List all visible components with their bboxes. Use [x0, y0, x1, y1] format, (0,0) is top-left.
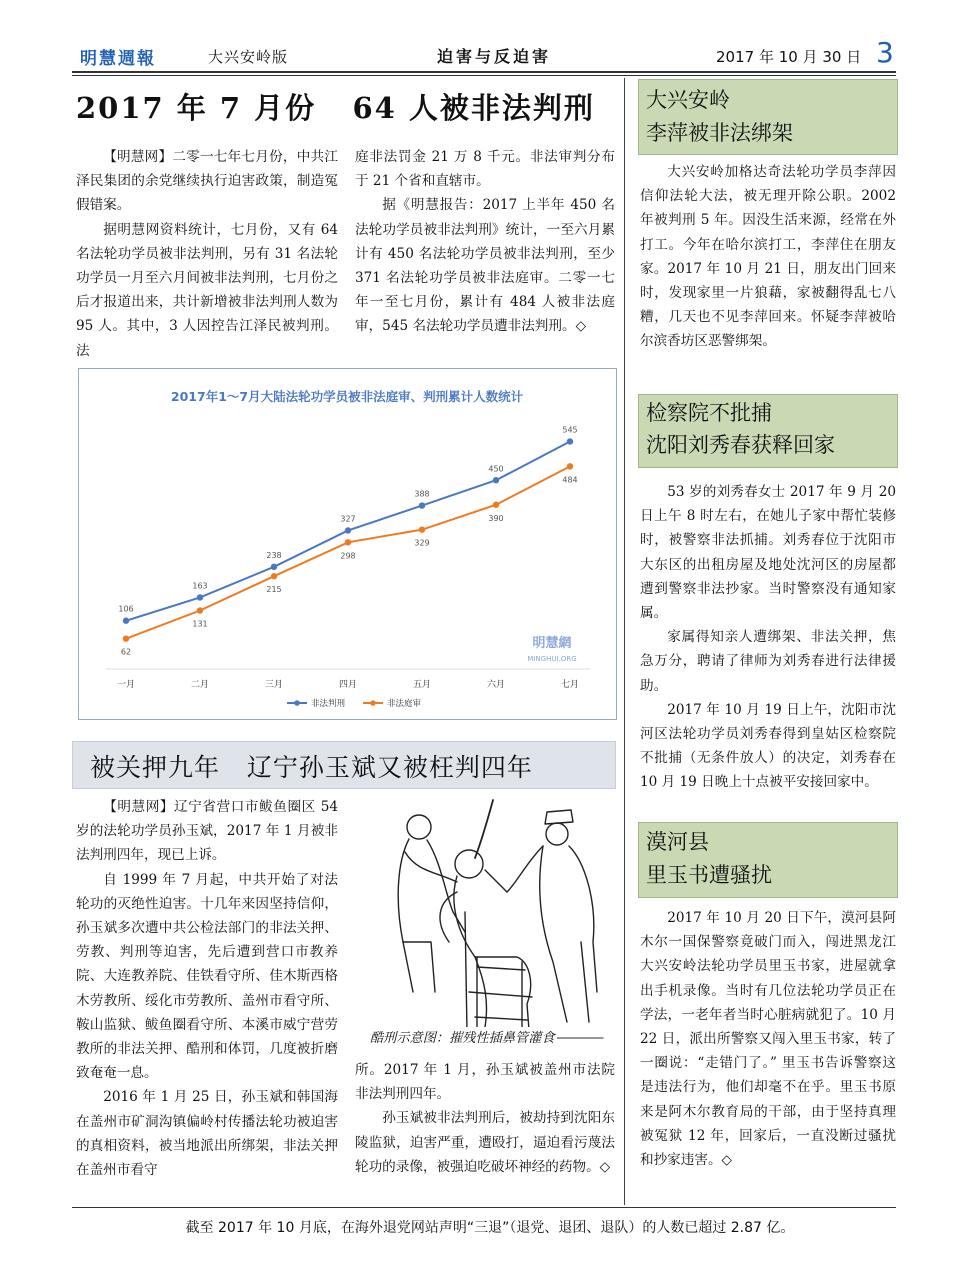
x-tick-label: 五月 — [412, 680, 432, 690]
data-point — [271, 573, 277, 579]
x-tick-label: 二月 — [190, 680, 210, 690]
paragraph: 2017 年 10 月 19 日上午，沈阳市沈河区法轮功学员刘秀春得到皇姑区检察院不批捕（无条件放人）的决定，刘秀春在 10 月 19 日晚上十点被平安接回家中。 — [640, 701, 896, 791]
sidebar-story3-title-line2: 里玉书遭骚扰 — [646, 863, 772, 887]
sidebar-story2-title-line1: 检察院不批捕 — [646, 401, 772, 425]
paragraph: 53 岁的刘秀春女士 2017 年 9 月 20 日上午 8 时左右，在她儿子家中帮忙装修时，被警察非法抓捕。刘秀春位于沈阳市大东区的出租房屋及地处沈河区的房屋都遭到警察非法抄家。当时警察没有通知家属。 — [640, 484, 896, 622]
paragraph: 自 1999 年 7 月起，中共开始了对法轮功的灭绝性迫害。十几年来因坚持信仰，孙玉斌多次遭中共公检法部门的非法关押、劳教、判刑等迫害，先后遭到营口市教养院、大连教养院、佳铁看守所、佳木斯西格木劳教所、绥化市劳教所、盖州市看守所、鞍山监狱、鲅鱼圈看守所、本溪市威宁营劳教所的非法关押、酷刑和体罚，几度被折磨致奄奄一息。 — [76, 871, 338, 1082]
header-rule-thin — [72, 75, 896, 76]
sidebar-story1-body — [640, 160, 896, 354]
data-label: 238 — [266, 550, 282, 560]
paragraph: 2017 年 10 月 20 日下午，漠河县阿木尔一国保警察竟破门而入，闯进黑龙江大兴安岭法轮功学员里玉书家，进屋就拿出手机录像。当时有几位法轮功学员正在学法，一老年者当时心脏病就犯了。10 月 22 日，派出所警察又闯入里玉书家，转了一圈说：“走错门了。” 里玉书告诉警察这是违法行为，他们却毫不在乎。里玉书原来是阿木尔教育局的干部，由于坚持真理被冤狱 12 年，回家后，一直没断过骚扰和抄家违害。◇ — [640, 910, 896, 1169]
data-point — [123, 618, 129, 624]
paragraph: 据《明慧报告：2017 上半年 450 名法轮功学员被非法判刑》统计，一至六月累计有 450 名法轮功学员被非法判刑，至少 371 名法轮功学员被非法庭审。二零一七年一至七月份，累计有 484 人被非法庭审，545 名法轮功学员遭非法判刑。◇ — [355, 197, 615, 335]
paragraph: 所。2017 年 1 月，孙玉斌被盖州市法院非法判刑四年。 — [355, 1062, 615, 1103]
sidebar-story3-body — [640, 906, 896, 1172]
main-article-col1 — [76, 145, 338, 363]
data-label: 298 — [340, 551, 356, 561]
section-title: 迫害与反迫害 — [437, 47, 552, 66]
paragraph: 庭非法罚金 21 万 8 千元。非法审判分布于 21 个省和直辖市。 — [355, 149, 615, 190]
masthead-logo: 明慧週報 — [80, 49, 156, 69]
torture-illustration — [357, 792, 613, 1054]
sidebar-story1-title-line2: 李萍被非法绑架 — [646, 121, 793, 145]
second-article-col2 — [355, 1058, 615, 1179]
data-point — [567, 463, 573, 469]
page-number: 3 — [876, 36, 894, 69]
second-article-col1 — [76, 795, 338, 1182]
legend-label: 非法庭审 — [387, 699, 422, 709]
watermark-logo: 明慧網 — [532, 636, 572, 651]
issue-date: 2017 年 10 月 30 日 — [716, 48, 862, 66]
data-label: 327 — [340, 514, 356, 524]
data-point — [123, 635, 129, 641]
main-article-title: 2017 年 7 月份 64 人被非法判刑 — [76, 91, 595, 125]
paragraph: 【明慧网】二零一七年七月份，中共江泽民集团的余党继续执行迫害政策，制造冤假错案。 — [76, 149, 338, 214]
column-divider — [624, 78, 625, 1205]
header-rule — [72, 71, 896, 73]
data-label: 106 — [118, 604, 134, 614]
footer-rule — [72, 1207, 896, 1208]
data-label: 329 — [414, 538, 430, 548]
data-label: 163 — [192, 581, 208, 591]
legend-label: 非法判刑 — [311, 699, 346, 709]
data-label: 388 — [414, 489, 430, 499]
watermark-url: MINGHUI.ORG — [527, 655, 577, 663]
data-point — [419, 526, 425, 532]
data-point — [271, 564, 277, 570]
x-tick-label: 七月 — [560, 680, 580, 690]
data-label: 62 — [120, 647, 132, 657]
data-point — [493, 477, 499, 483]
data-point — [419, 502, 425, 508]
data-label: 131 — [192, 619, 208, 629]
data-point — [345, 539, 351, 545]
x-tick-label: 六月 — [486, 680, 506, 690]
data-label: 390 — [488, 513, 504, 523]
x-tick-label: 一月 — [116, 680, 136, 690]
sidebar-story3-title-line1: 漠河县 — [646, 830, 709, 854]
sidebar-story2-title-line2: 沈阳刘秀春获释回家 — [646, 433, 835, 457]
data-label: 484 — [562, 475, 578, 485]
legend-swatch-marker — [294, 700, 300, 706]
paragraph: 孙玉斌被非法判刑后，被劫持到沈阳东陵监狱，迫害严重，遭殴打，逼迫看污蔑法轮功的录像，被强迫吃破坏神经的药物。◇ — [355, 1110, 615, 1175]
data-label: 545 — [562, 425, 578, 435]
paragraph: 大兴安岭加格达奇法轮功学员李萍因信仰法轮大法，被无理开除公职。2002 年被判刑 5 年。因没生活来源，经常在外打工。今年在哈尔滨打工，李萍住在朋友家。2017 年 10 月 21 日，朋友出门回来时，发现家里一片狼藉，家被翻得乱七八糟，几天也不见李萍回来。怀疑李萍被哈尔滨香坊区恶警绑架。 — [640, 164, 896, 350]
edition-label: 大兴安岭版 — [208, 48, 289, 66]
paragraph: 家属得知亲人遭绑架、非法关押，焦急万分，聘请了律师为刘秀春进行法律援助。 — [640, 629, 896, 694]
legend-swatch-marker — [370, 700, 376, 706]
data-point — [197, 607, 203, 613]
data-point — [567, 438, 573, 444]
footer-notice: 截至 2017 年 10 月底，在海外退党网站声明“三退”（退党、退团、退队）的人数已超过 2.87 亿。 — [185, 1220, 795, 1236]
data-point — [345, 527, 351, 533]
paragraph: 【明慧网】辽宁省营口市鲅鱼圈区 54 岁的法轮功学员孙玉斌，2017 年 1 月被非法判刑四年，现已上诉。 — [76, 799, 338, 864]
x-tick-label: 四月 — [338, 680, 358, 690]
paragraph: 据明慧网资料统计，七月份，又有 64 名法轮功学员被非法判刑，另有 31 名法轮功学员一月至六月间被非法判刑，七月份之后才报道出来，共计新增被非法判刑人数为 95 人。其中，3 人因控告江泽民被判刑。法 — [76, 221, 338, 359]
data-label: 215 — [266, 585, 282, 595]
chart-title: 2017年1～7月大陆法轮功学员被非法庭审、判刑累计人数统计 — [170, 389, 524, 404]
sidebar-story1-title-line1: 大兴安岭 — [646, 88, 730, 112]
data-point — [197, 594, 203, 600]
chart-canvas — [79, 369, 616, 719]
x-tick-label: 三月 — [264, 680, 284, 690]
second-article-title: 被关押九年 辽宁孙玉斌又被枉判四年 — [90, 753, 533, 782]
main-article-col2 — [355, 145, 615, 339]
data-label: 450 — [488, 464, 504, 474]
paragraph: 2016 年 1 月 25 日，孙玉斌和韩国海在盖州市矿洞沟镇偏岭村传播法轮功被迫害的真相资料，被当地派出所绑架，非法关押在盖州市看守 — [76, 1089, 338, 1179]
sidebar-story2-body — [640, 480, 896, 795]
data-point — [493, 502, 499, 508]
illustration-caption: 酷刑示意图：摧残性插鼻管灌食 — [368, 1027, 557, 1046]
line-chart — [78, 368, 617, 720]
